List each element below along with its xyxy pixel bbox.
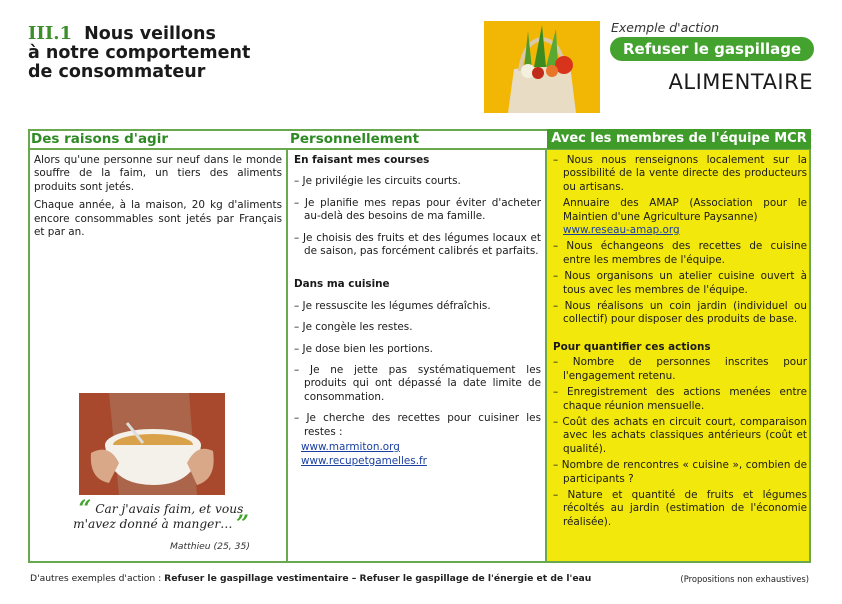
quote-line-1: Car j'avais faim, et vous — [95, 502, 244, 516]
close-quote-mark: ” — [236, 511, 249, 537]
subheading-shopping: En faisant mes courses — [294, 154, 430, 166]
reason-paragraph: Alors qu'une personne sur neuf dans le monde souffre de la faim, un tiers des aliments produits sont jetés. — [34, 154, 282, 193]
column-divider-1 — [286, 149, 288, 563]
list-item: – Nous nous renseignons localement sur la possibilité de la vente directe des producteurs ou artisans. — [553, 154, 807, 193]
list-item: – Je congèle les restes. — [294, 321, 413, 334]
quote-reference: Matthieu (25, 35) — [170, 541, 250, 552]
reasons-text — [34, 154, 282, 244]
list-item: – Je choisis des fruits et des légumes locaux et de saison, pas forcément calibrés et parfaits. — [294, 231, 541, 258]
page-title — [28, 24, 308, 82]
title-line-3: de consommateur — [28, 62, 206, 82]
measure-item: – Coût des achats en circuit court, comparaison avec les achats classiques antérieurs (coût et qualité). — [553, 415, 807, 455]
reason-paragraph: Chaque année, à la maison, 20 kg d'aliments encore consommables sont jetés par Français et par an. — [34, 199, 282, 239]
link-recupetgamelles[interactable]: www.recupetgamelles.fr — [301, 454, 427, 467]
bible-quote — [54, 496, 268, 537]
measure-item: – Enregistrement des actions menées entre chaque réunion mensuelle. — [553, 386, 807, 412]
footer-examples — [30, 573, 591, 584]
personal-actions — [294, 154, 541, 468]
amap-directory: Annuaire des AMAP (Association pour le Maintien d'une Agriculture Paysanne) — [563, 197, 807, 223]
footer-example-list: Refuser le gaspillage vestimentaire – Refuser le gaspillage de l'énergie et de l'eau — [164, 573, 592, 584]
link-reseau-amap-text[interactable]: www.reseau-amap.org — [563, 224, 680, 237]
footer-prefix: D'autres exemples d'action : — [30, 573, 165, 584]
open-quote-mark: “ — [78, 496, 92, 522]
list-item: – Nous échangeons des recettes de cuisine entre les membres de l'équipe. — [553, 240, 807, 266]
list-item: – Nous organisons un atelier cuisine ouvert à tous avec les membres de l'équipe. — [553, 270, 807, 296]
list-item: – Je ne jette pas systématiquement les produits qui ont dépassé la date limite de consommation. — [294, 364, 541, 403]
footer-note: (Propositions non exhaustives) — [680, 574, 809, 584]
action-subtitle: ALIMENTAIRE — [668, 70, 813, 94]
column-title-team: Avec les membres de l'équipe MCR — [547, 129, 811, 149]
list-item: – Je ressuscite les légumes défraîchis. — [294, 299, 491, 312]
list-item: – Je planifie mes repas pour éviter d'acheter au-delà des besoins de ma famille. — [294, 196, 541, 223]
column-divider-2 — [545, 149, 547, 563]
link-marmiton[interactable]: www.marmiton.org — [301, 441, 400, 454]
team-actions — [553, 154, 807, 532]
soup-bowl-photo — [79, 393, 225, 495]
title-line-2: à notre comportement — [28, 43, 251, 63]
measure-item: – Nombre de personnes inscrites pour l'engagement retenu. — [553, 356, 807, 382]
action-title-badge: Refuser le gaspillage — [610, 37, 814, 61]
column-title-reasons: Des raisons d'agir — [31, 131, 169, 147]
title-line-1: Nous veillons — [84, 24, 216, 44]
measure-item: – Nature et quantité de fruits et légumes récoltés au jardin (estimation de l'économie réalisée). — [553, 488, 807, 528]
column-title-personal: Personnellement — [290, 131, 420, 147]
subheading-quantify: Pour quantifier ces actions — [553, 340, 711, 353]
quote-line-2: m'avez donné à manger… — [73, 517, 233, 531]
list-item: – Je cherche des recettes pour cuisiner les restes : — [294, 412, 541, 438]
vegetables-bag-photo — [484, 21, 600, 113]
list-item: – Nous réalisons un coin jardin (individuel ou collectif) pour disposer des produits de base. — [553, 300, 807, 326]
list-item: – Je dose bien les portions. — [294, 342, 433, 355]
subheading-kitchen: Dans ma cuisine — [294, 278, 390, 291]
example-label: Exemple d'action — [611, 20, 720, 35]
measure-item: – Nombre de rencontres « cuisine », combien de participants ? — [553, 459, 807, 485]
link-reseau-amap[interactable] — [553, 224, 807, 237]
list-item: – Je privilégie les circuits courts. — [294, 175, 461, 188]
section-number: III.1 — [28, 23, 73, 44]
